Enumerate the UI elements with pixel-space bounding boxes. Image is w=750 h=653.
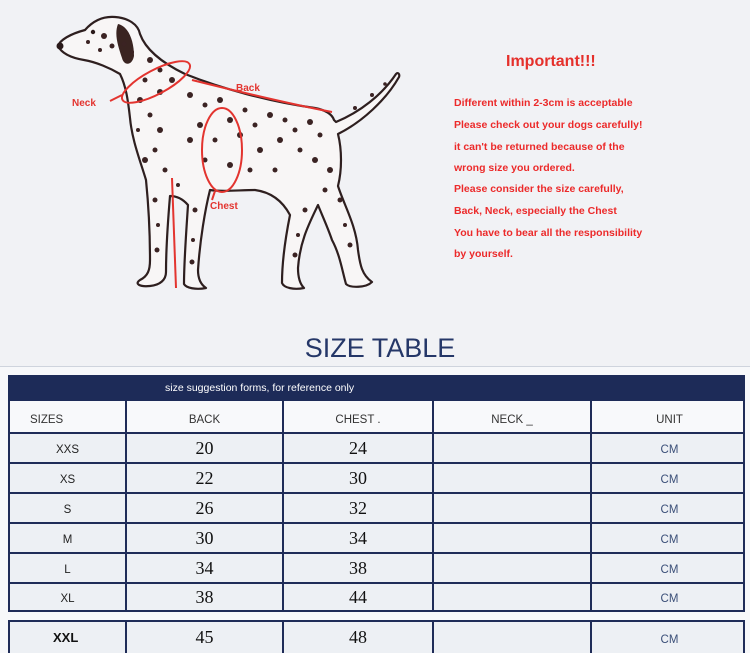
dog-spot (187, 137, 193, 143)
dog-spot (156, 223, 160, 227)
cell-chest: 32 (284, 494, 434, 522)
dog-spot (283, 118, 288, 123)
column-header-sizes: SIZES (10, 401, 127, 432)
dog-spot (86, 40, 90, 44)
notice-line: You have to bear all the responsibility (454, 227, 643, 239)
dog-spot (203, 103, 208, 108)
column-header-chest: CHEST . (284, 401, 434, 432)
cell-chest: 34 (284, 524, 434, 552)
dog-spot (148, 113, 153, 118)
notice-line: wrong size you ordered. (454, 162, 575, 174)
cell-unit: CM (660, 474, 679, 486)
section-divider (0, 366, 750, 367)
dog-spot (273, 168, 278, 173)
dog-spot (227, 117, 233, 123)
dog-measurement-diagram (0, 0, 440, 300)
dog-spot (327, 167, 333, 173)
cell-unit: CM (660, 564, 679, 576)
cell-back: 26 (127, 494, 284, 522)
cell-neck (434, 524, 592, 552)
dog-body-outline (58, 17, 399, 289)
table-row (8, 552, 745, 582)
cell-back: 38 (127, 584, 284, 610)
dog-spot (142, 157, 148, 163)
dog-spot (318, 133, 323, 138)
cell-size: L (10, 554, 127, 582)
neck-label: Neck (72, 98, 96, 109)
dog-spot (197, 122, 203, 128)
cell-size: XL (10, 584, 127, 610)
notice-line: by yourself. (454, 248, 513, 260)
dog-spot (193, 208, 198, 213)
cell-back: 22 (127, 464, 284, 492)
dog-spot (383, 82, 387, 86)
cell-back: 30 (127, 524, 284, 552)
notice-line: it can't be returned because of the (454, 141, 625, 153)
cell-neck (434, 494, 592, 522)
dog-spot (227, 162, 233, 168)
size-table-title: SIZE TABLE (304, 333, 456, 363)
notice-line: Please consider the size carefully, (454, 183, 624, 195)
cell-size: XS (10, 464, 127, 492)
dog-spot (101, 33, 107, 39)
dog-spot (353, 106, 357, 110)
cell-size: S (10, 494, 127, 522)
cell-unit: CM (660, 504, 679, 516)
cell-unit: CM (660, 593, 679, 605)
cell-chest: 38 (284, 554, 434, 582)
table-row (8, 432, 745, 462)
notice-line: Back, Neck, especially the Chest (454, 205, 617, 217)
dog-spot (98, 48, 102, 52)
cell-neck (434, 584, 592, 610)
dog-spot (348, 243, 353, 248)
dog-spot (163, 168, 168, 173)
cell-chest: 44 (284, 584, 434, 610)
dog-spot (169, 77, 175, 83)
dog-spot (213, 138, 218, 143)
dog-spot (217, 97, 223, 103)
dog-spot (122, 42, 127, 47)
notice-line: Different within 2-3cm is acceptable (454, 97, 633, 109)
table-banner-text: size suggestion forms, for reference only (165, 382, 355, 394)
column-header-back: BACK (127, 401, 284, 432)
cell-size: XXS (10, 434, 127, 462)
table-row (8, 620, 745, 653)
cell-neck (434, 622, 592, 653)
table-row (8, 522, 745, 552)
cell-chest: 24 (284, 434, 434, 462)
size-table (8, 375, 745, 653)
dog-spot (155, 248, 160, 253)
dog-spot (157, 127, 163, 133)
dog-spot (370, 93, 374, 97)
chest-label: Chest (210, 201, 238, 212)
cell-unit: CM (660, 633, 679, 646)
column-header-unit: UNIT (656, 413, 683, 426)
neck-pointer-line (110, 95, 122, 101)
dog-spot (187, 92, 193, 98)
dog-spot (338, 198, 343, 203)
dog-spot (303, 208, 308, 213)
cell-unit: CM (660, 534, 679, 546)
cell-neck (434, 464, 592, 492)
dog-spot (143, 78, 148, 83)
cell-chest: 30 (284, 464, 434, 492)
dog-spot (190, 260, 195, 265)
cell-unit: CM (660, 444, 679, 456)
dog-spot (343, 223, 347, 227)
dog-spot (130, 50, 134, 54)
dog-spot (298, 148, 303, 153)
dog-spot (312, 157, 318, 163)
dog-spot (293, 253, 298, 258)
dog-spot (253, 123, 258, 128)
table-banner (8, 375, 745, 401)
dog-spot (267, 112, 273, 118)
chest-pointer-line (212, 191, 215, 200)
table-header-row (8, 401, 745, 432)
cell-back: 20 (127, 434, 284, 462)
dog-eye (91, 30, 95, 34)
dog-spot (277, 137, 283, 143)
notice-line: Please check out your dogs carefully! (454, 119, 643, 131)
dog-nose (57, 43, 64, 50)
back-label: Back (236, 83, 260, 94)
column-header-neck: NECK _ (434, 401, 592, 432)
cell-size: XXL (10, 622, 127, 653)
cell-neck (434, 434, 592, 462)
notice-title: Important!!! (506, 53, 596, 70)
dog-spot (153, 148, 158, 153)
dog-spot (243, 108, 248, 113)
dog-spot (147, 57, 153, 63)
dog-spot (293, 128, 298, 133)
dog-spot (307, 119, 313, 125)
cell-neck (434, 554, 592, 582)
dog-spot (153, 198, 158, 203)
dog-spot (136, 128, 140, 132)
table-row (8, 462, 745, 492)
dog-spot (176, 183, 180, 187)
dog-spot (296, 233, 300, 237)
cell-back: 34 (127, 554, 284, 582)
dog-spot (257, 147, 263, 153)
dog-spot (323, 188, 328, 193)
table-row (8, 492, 745, 522)
table-row (8, 582, 745, 612)
dog-spot (191, 238, 195, 242)
dog-spot (248, 168, 253, 173)
dog-spot (110, 44, 115, 49)
cell-size: M (10, 524, 127, 552)
cell-chest: 48 (284, 622, 434, 653)
cell-back: 45 (127, 622, 284, 653)
